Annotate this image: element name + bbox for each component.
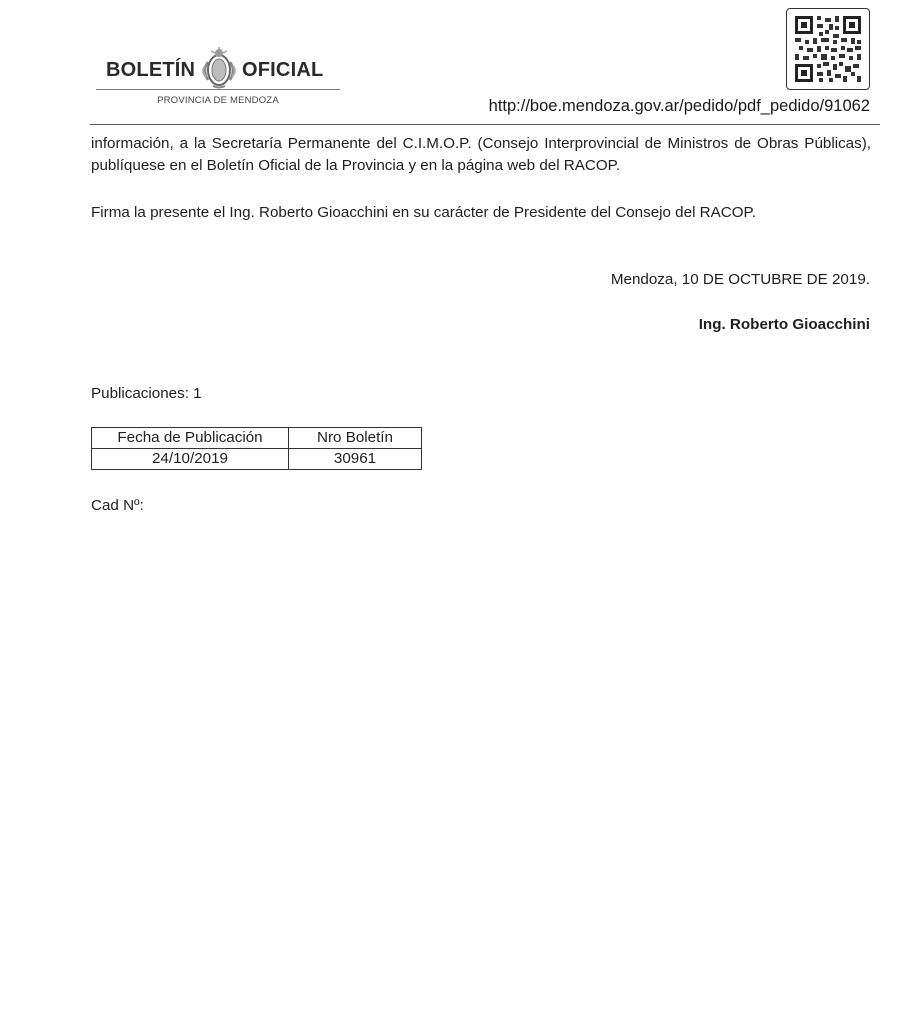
provincial-seal-icon [199,46,239,90]
cell-nro-boletin: 30961 [289,449,422,470]
header-divider [90,124,880,125]
cad-number-label: Cad Nº: [91,497,144,514]
logo-subtitle: PROVINCIA DE MENDOZA [157,95,279,106]
body-paragraph-1: información, a la Secretaría Permanente del C.I.M.O.P. (Consejo Interprovincial de Ministros de Obras Públicas), publíquese en el Boletín Oficial de la Provincia y en la página web del RACOP. [91,135,871,174]
place-and-date: Mendoza, 10 DE OCTUBRE DE 2019. [610,271,870,288]
boletin-oficial-logo [96,40,344,112]
header-nro-boletin: Nro Boletín [289,428,422,449]
document-url[interactable]: http://boe.mendoza.gov.ar/pedido/pdf_pedido/91062 [488,97,870,115]
table-row [92,449,422,470]
logo-wordmark [96,46,344,86]
qr-code-icon [795,16,861,82]
table-header-row [92,428,422,449]
logo-word-oficial: OFICIAL [242,59,324,81]
header-fecha-publicacion: Fecha de Publicación [92,428,289,449]
publications-count: Publicaciones: 1 [91,385,202,402]
logo-divider [96,89,340,90]
body-paragraph-2: Firma la presente el Ing. Roberto Gioacchini en su carácter de Presidente del Consejo del RACOP. [91,204,756,221]
publications-table [91,427,422,470]
signer-name: Ing. Roberto Gioacchini [698,316,870,333]
qr-code [786,8,870,90]
logo-word-boletin: BOLETÍN [106,59,196,81]
cell-fecha-publicacion: 24/10/2019 [92,449,289,470]
